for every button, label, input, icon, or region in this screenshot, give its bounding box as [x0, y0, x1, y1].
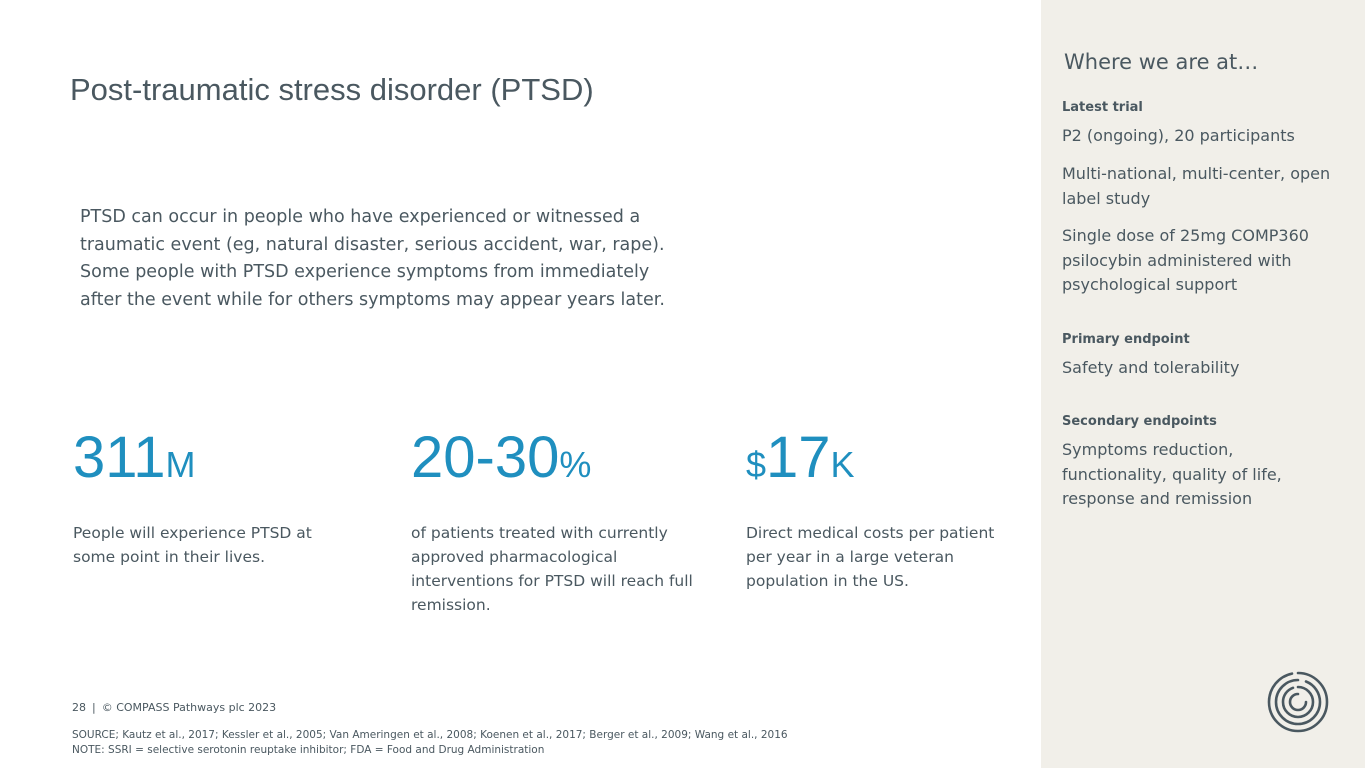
footer-page-info: [72, 701, 276, 714]
stat-value: [411, 422, 701, 509]
latest-trial-heading: Latest trial: [1062, 100, 1143, 115]
stat-suffix: K: [830, 444, 855, 485]
source-line: SOURCE; Kautz et al., 2017; Kessler et al., 2005; Van Ameringen et al., 2008; Koenen et al., 2017; Berger et al., 2009; Wang et al., 2016: [72, 729, 788, 741]
stat-description: Direct medical costs per patient per year in a large veteran population in the US.: [746, 524, 995, 590]
sidebar-title: Where we are at…: [1064, 50, 1259, 74]
primary-endpoint-heading: Primary endpoint: [1062, 332, 1190, 347]
stat-number: 20-30: [411, 425, 560, 490]
sources-block: [72, 728, 788, 758]
intro-paragraph: PTSD can occur in people who have experienced or witnessed a traumatic event (eg, natural disaster, serious accident, war, rape). Some people with PTSD experience symptoms from immediately after the event while for others symptoms may appear years later.: [80, 207, 665, 310]
stat-description: of patients treated with currently approved pharmacological interventions for PTSD will reach full remission.: [411, 524, 693, 614]
latest-trial-item: Multi-national, multi-center, open label study: [1062, 164, 1331, 208]
stat-remission: [411, 422, 701, 617]
latest-trial-item: Single dose of 25mg COMP360 psilocybin administered with psychological support: [1062, 226, 1309, 294]
page-title: Post-traumatic stress disorder (PTSD): [70, 72, 594, 107]
sidebar-panel: [1041, 0, 1365, 768]
page-number: 28: [72, 701, 86, 714]
stat-number: 311: [73, 425, 166, 490]
footer-separator: |: [92, 701, 96, 714]
secondary-endpoints-heading: Secondary endpoints: [1062, 414, 1217, 429]
copyright: © COMPASS Pathways plc 2023: [101, 701, 277, 714]
stat-value: [746, 422, 1016, 509]
secondary-endpoints-text: Symptoms reduction, functionality, quality of life, response and remission: [1062, 440, 1282, 508]
stat-description: People will experience PTSD at some point in their lives.: [73, 524, 312, 566]
stat-prefix: $: [746, 444, 767, 485]
compass-logo-icon: [1266, 670, 1330, 734]
stat-cost: [746, 422, 1016, 593]
stat-people: [73, 422, 343, 569]
stat-value: [73, 422, 343, 509]
primary-endpoint-text: Safety and tolerability: [1062, 358, 1240, 377]
stat-number: 17: [766, 425, 831, 490]
note-line: NOTE: SSRI = selective serotonin reuptake inhibitor; FDA = Food and Drug Administration: [72, 744, 545, 756]
stat-suffix: %: [559, 444, 592, 485]
stat-suffix: M: [165, 444, 196, 485]
latest-trial-item: P2 (ongoing), 20 participants: [1062, 126, 1295, 145]
